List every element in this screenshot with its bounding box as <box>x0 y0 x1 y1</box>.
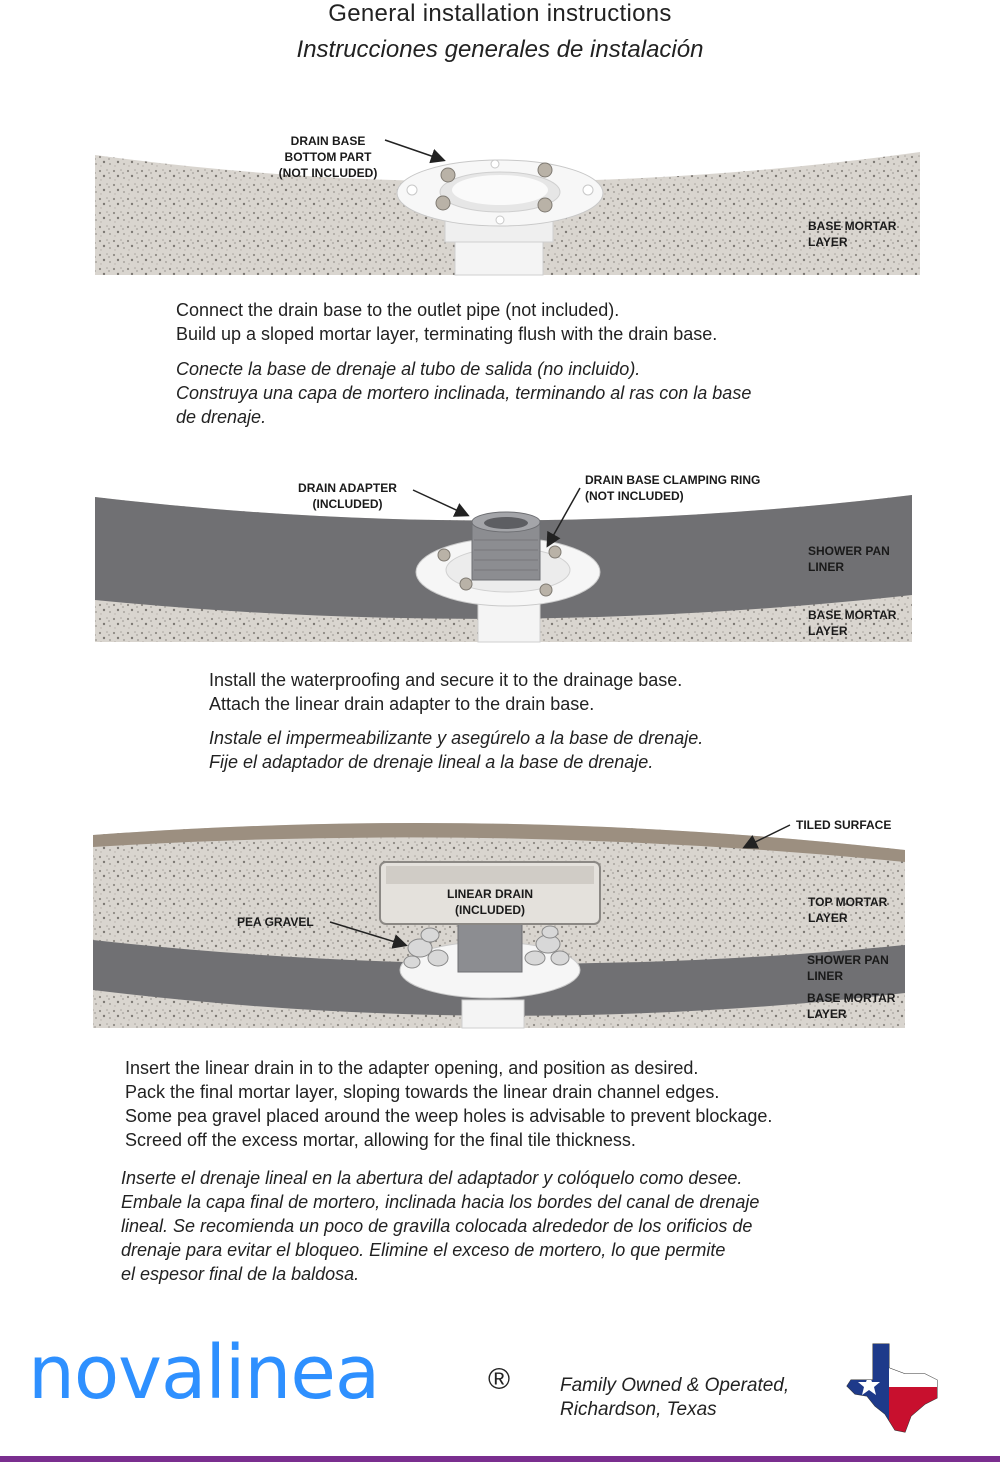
step1-text-es: Conecte la base de drenaje al tubo de salida (no incluido). Construya una capa de mortero inclinada, terminando al ras con la base de drenaje. <box>176 359 752 427</box>
label-linear-drain: LINEAR DRAIN (INCLUDED) <box>447 887 533 917</box>
label-top-mortar: TOP MORTAR LAYER <box>808 895 888 925</box>
company-tagline: Family Owned & Operated, Richardson, Texas <box>560 1375 790 1420</box>
label-drain-base: DRAIN BASE BOTTOM PART (NOT INCLUDED) <box>278 134 378 180</box>
step3-text-en: Insert the linear drain in to the adapter opening, and position as desired. Pack the final mortar layer, sloping towards the linear drain channel edges. Some pea gravel placed around the weep holes is advisable to prevent blockage. Screed off the excess mortar, allowing for the final tile thickness. <box>125 1058 773 1150</box>
step3-diagram <box>93 823 905 1028</box>
label-pea-gravel: PEA GRAVEL <box>237 915 314 929</box>
label-base-mortar-3: BASE MORTAR LAYER <box>807 991 896 1021</box>
step1-text-en: Connect the drain base to the outlet pipe (not included). Build up a sloped mortar layer, terminating flush with the drain base. <box>176 300 718 344</box>
step2-diagram <box>95 488 912 642</box>
label-base-mortar-1: BASE MORTAR LAYER <box>808 219 897 249</box>
registered-mark: ® <box>488 1363 511 1396</box>
label-drain-adapter: DRAIN ADAPTER (INCLUDED) <box>298 481 397 511</box>
label-tiled-surface: TILED SURFACE <box>796 818 892 832</box>
step2-text-en: Install the waterproofing and secure it to the drainage base. Attach the linear drain adapter to the drain base. <box>209 670 683 714</box>
step3-text-es: Inserte el drenaje lineal en la abertura del adaptador y colóquelo como desee. Embale la capa final de mortero, inclinada hacia los bordes del canal de drenaje lineal. Se recomienda un poco de gravilla colocada alrededor de los orificios de drenaje para evitar el bloqueo. Elimine el exceso de mortero, lo que permite el espesor final de la baldosa. <box>121 1168 760 1284</box>
step1-diagram <box>95 140 920 275</box>
step2-text-es: Instale el impermeabilizante y asegúrelo a la base de drenaje. Fije el adaptador de drenaje lineal a la base de drenaje. <box>209 728 704 772</box>
bottom-accent-bar <box>0 1456 1000 1462</box>
page-subtitle: Instrucciones generales de instalación <box>296 36 704 63</box>
label-shower-pan-3: SHOWER PAN LINER <box>807 953 889 983</box>
label-clamping-ring: DRAIN BASE CLAMPING RING (NOT INCLUDED) <box>585 473 761 503</box>
novalinea-logo: novalinea <box>28 1330 380 1416</box>
texas-flag-map-icon <box>845 1340 940 1435</box>
label-shower-pan-2: SHOWER PAN LINER <box>808 544 890 574</box>
page-title: General installation instructions <box>328 0 672 27</box>
label-base-mortar-2: BASE MORTAR LAYER <box>808 608 897 638</box>
